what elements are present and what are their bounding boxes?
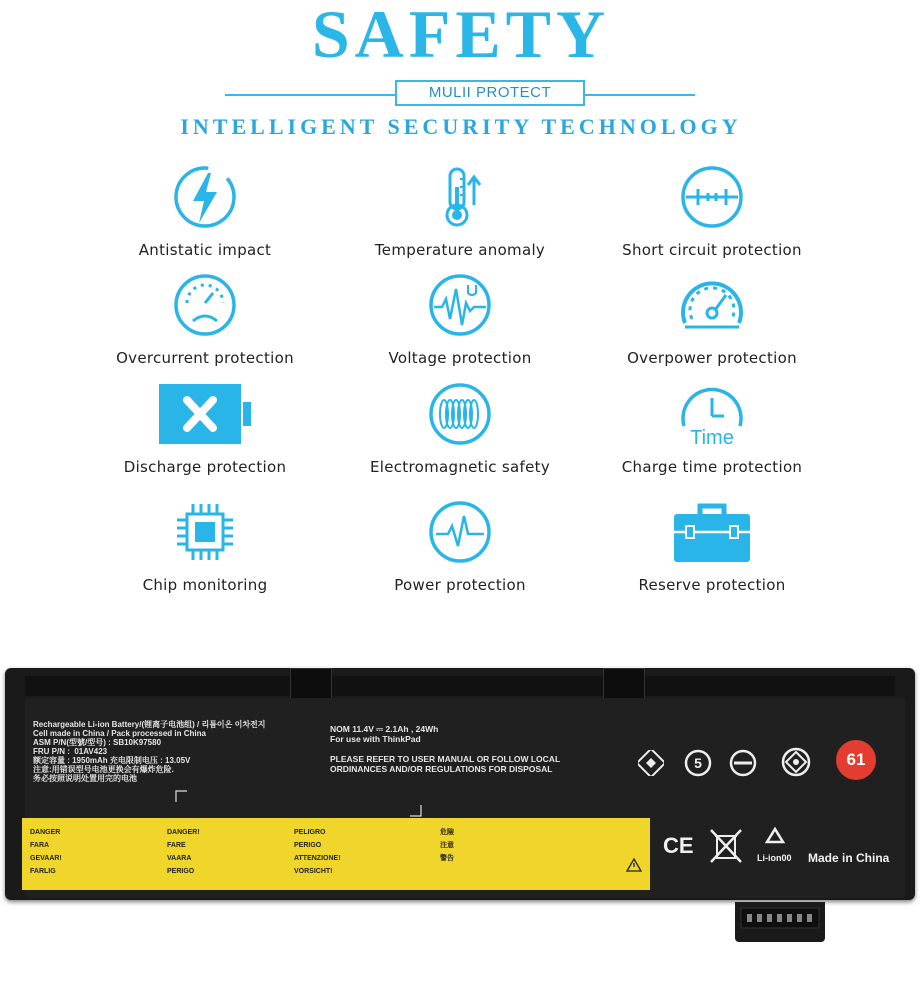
corner-mark-right (410, 805, 422, 817)
warning-triangle-icon (626, 858, 642, 872)
battery-top-rail (25, 676, 895, 696)
certification-mark-icon (728, 748, 758, 778)
corner-mark-left (175, 790, 187, 802)
svg-text:Time: Time (690, 427, 734, 446)
thermometer-icon (428, 165, 492, 229)
battery-latch-right (603, 668, 645, 700)
battery-spec-right: NOM 11.4V ⎓ 2.1Ah , 24Wh For use with ThinkPad PLEASE REFER TO USER MANUAL OR FOLLOW LOCAL ORDINANCES AND/OR REGULATIONS FOR DISPOSAL (330, 724, 561, 774)
feature-label: Power protection (394, 576, 526, 594)
crossed-bin-icon (708, 826, 744, 866)
subtitle-row (225, 80, 695, 110)
feature-charge-time (592, 382, 832, 476)
feature-antistatic (85, 165, 325, 259)
feature-label: Discharge protection (123, 458, 287, 476)
feature-label: Chip monitoring (142, 576, 268, 594)
feature-label: Short circuit protection (622, 241, 802, 259)
feature-label: Overpower protection (627, 349, 797, 367)
connector-pins (735, 902, 825, 942)
circuit-icon (680, 165, 744, 229)
sad-gauge-icon (173, 273, 237, 337)
safety-mark-icon (780, 746, 812, 778)
feature-overcurrent (85, 273, 325, 367)
feature-label: Antistatic impact (138, 241, 272, 259)
voltage-wave-icon (428, 273, 492, 337)
battery-connector (735, 902, 825, 942)
heartbeat-icon (428, 500, 492, 564)
speedometer-icon (680, 273, 744, 337)
ce-mark: CE (663, 833, 694, 858)
feature-label: Electromagnetic safety (369, 458, 550, 476)
chip-icon (173, 500, 237, 564)
feature-voltage (340, 273, 580, 367)
warning-col-1: DANGER FARA GEVAAR! FARLIG (30, 829, 62, 875)
made-in-label: Made in China (808, 851, 890, 865)
lightning-bolt-icon (173, 165, 237, 229)
page-title: SAFETY (311, 0, 611, 72)
battery-x-icon (157, 382, 253, 446)
feature-electromagnetic (340, 382, 580, 476)
feature-label: Temperature anomaly (374, 241, 546, 259)
svg-text:5: 5 (694, 755, 702, 771)
tagline: INTELLIGENT SECURITY TECHNOLOGY (180, 114, 742, 139)
recycle-square-icon (638, 750, 664, 776)
subtitle-box: MULII PROTECT (395, 80, 585, 106)
feature-label: Reserve protection (638, 576, 786, 594)
feature-power (340, 500, 580, 594)
divider-left (225, 94, 395, 96)
feature-reserve (592, 500, 832, 594)
environment-period-icon (683, 748, 713, 778)
feature-overpower (592, 273, 832, 367)
recycle-icon (760, 826, 790, 852)
warning-col-3: PELIGRO PERIGO ATTENZIONE! VORSICHT! (294, 829, 341, 875)
feature-temperature (340, 165, 580, 259)
feature-short-circuit (592, 165, 832, 259)
battery-spec-left: Rechargeable Li-ion Battery/(锂离子电池组) / 리튬이온 이차전지 Cell made in China / Pack processed in China ASM P/N(型號/型号) : SB10K97580 FRU P/N : 01AV423 额定容量 : 1950mAh 充电限制电压 : 13.05V 注意:用错误型号电池更换会有爆炸危险. 务必按照说明处置用完的电池 (33, 720, 266, 783)
li-ion-mark: Li-ion00 (757, 853, 792, 863)
feature-label: Charge time protection (621, 458, 803, 476)
feature-label: Voltage protection (388, 349, 532, 367)
coil-icon (428, 382, 492, 446)
feature-discharge (85, 382, 325, 476)
battery-latch-left (290, 668, 332, 700)
toolbox-icon (672, 500, 752, 564)
divider-right (585, 94, 695, 96)
feature-chip (85, 500, 325, 594)
model-badge: 61 (836, 740, 876, 780)
clock-time-icon (674, 382, 750, 446)
warning-col-4: 危險 注意 警告 (440, 829, 454, 862)
feature-label: Overcurrent protection (116, 349, 294, 367)
warning-col-2: DANGER! FARE VAARA PERIGO (167, 829, 200, 875)
